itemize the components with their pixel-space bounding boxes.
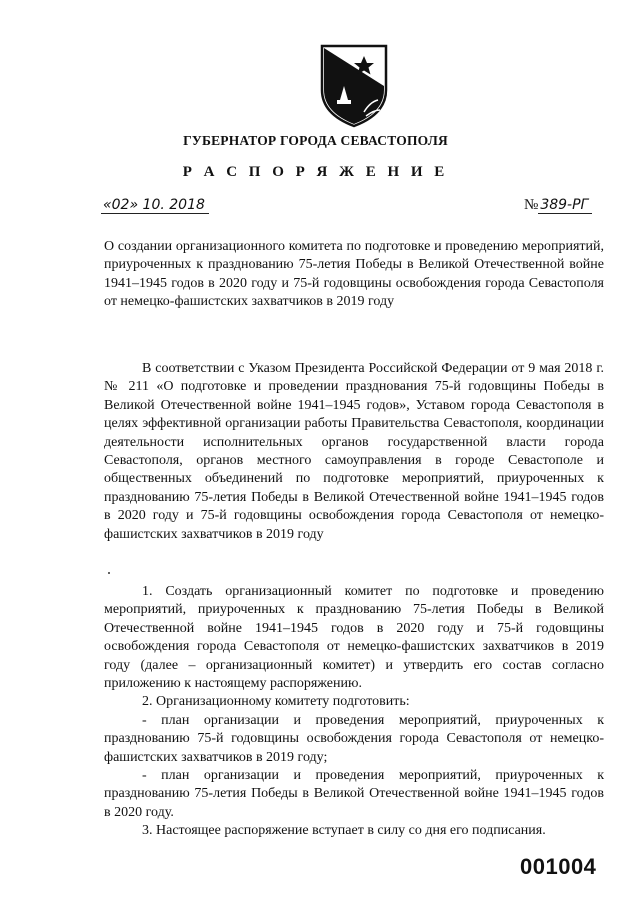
point-1: 1. Создать организационный комитет по подготовке и проведению мероприятий, приуроченных к празднованию 75-летия Победы в Великой Отечественной войне 1941–1945 годов в 2020 году и 75-й годовщины освобождения города Севастополя от немецко-фашистских захватчиков в 2019 году (далее – организационный комитет) и утвердить его состав согласно приложению к настоящему распоряжению.: [104, 584, 604, 692]
basis-text: В соответствии с Указом Президента Российской Федерации от 9 мая 2018 г. № 211 «О подготовке и проведении празднования 75-й годовщины Победы в Великой Отечественной войне 1941–1945 годов», Уставом города Севастополя в целях эффективной организации работы Правительства Севастополя, координации деятельности исполнительных органов государственной власти города Севастополя, органов местного самоуправления в городе Севастополе и общественных объединений по подготовке мероприятий, приуроченных к празднованию 75-летия Победы в Великой Отечественной войне 1941–1945 годов в 2020 году и 75-й годовщины освобождения города Севастополя от немецко-фашистских захватчиков в 2019 году: [104, 361, 604, 542]
point-2: 2. Организационному комитету подготовить:: [142, 694, 410, 710]
subject-text: О создании организационного комитета по подготовке и проведению мероприятий, приуроченных к празднованию 75-летия Победы в Великой Отечественной войне 1941–1945 годов в 2020 году и 75-й годовщины освобождения города Севастополя от немецко-фашистских захватчиков в 2019 году: [104, 239, 604, 310]
point-2-item-1: - план организации и проведения мероприятий, приуроченных к празднованию 75-й годовщины освобождения города Севастополя от немецко-фашистских захватчиков в 2019 году;: [104, 712, 604, 765]
document-date: [101, 197, 221, 214]
scan-speck: [108, 572, 110, 574]
document-subject: [104, 238, 604, 312]
document-number: [524, 197, 609, 214]
order-points: [104, 583, 604, 841]
document-type: Р А С П О Р Я Ж Е Н И Е: [182, 164, 449, 180]
point-3: 3. Настоящее распоряжение вступает в силу со дня его подписания.: [142, 823, 546, 839]
number-value: 389-РГ: [538, 198, 592, 214]
issuer-title: ГУБЕРНАТОР ГОРОДА СЕВАСТОПОЛЯ: [183, 133, 448, 148]
date-value: «02» 10. 2018: [101, 198, 209, 214]
coat-of-arms-icon: [318, 42, 390, 128]
number-prefix: №: [524, 197, 539, 213]
point-2-item-2: - план организации и проведения мероприятий, приуроченных к празднованию 75-летия Победы в Великой Отечественной войне 1941–1945 годов в 2020 году.: [104, 768, 604, 820]
form-serial-number: 001004: [520, 854, 597, 879]
basis-paragraph: [104, 360, 604, 544]
